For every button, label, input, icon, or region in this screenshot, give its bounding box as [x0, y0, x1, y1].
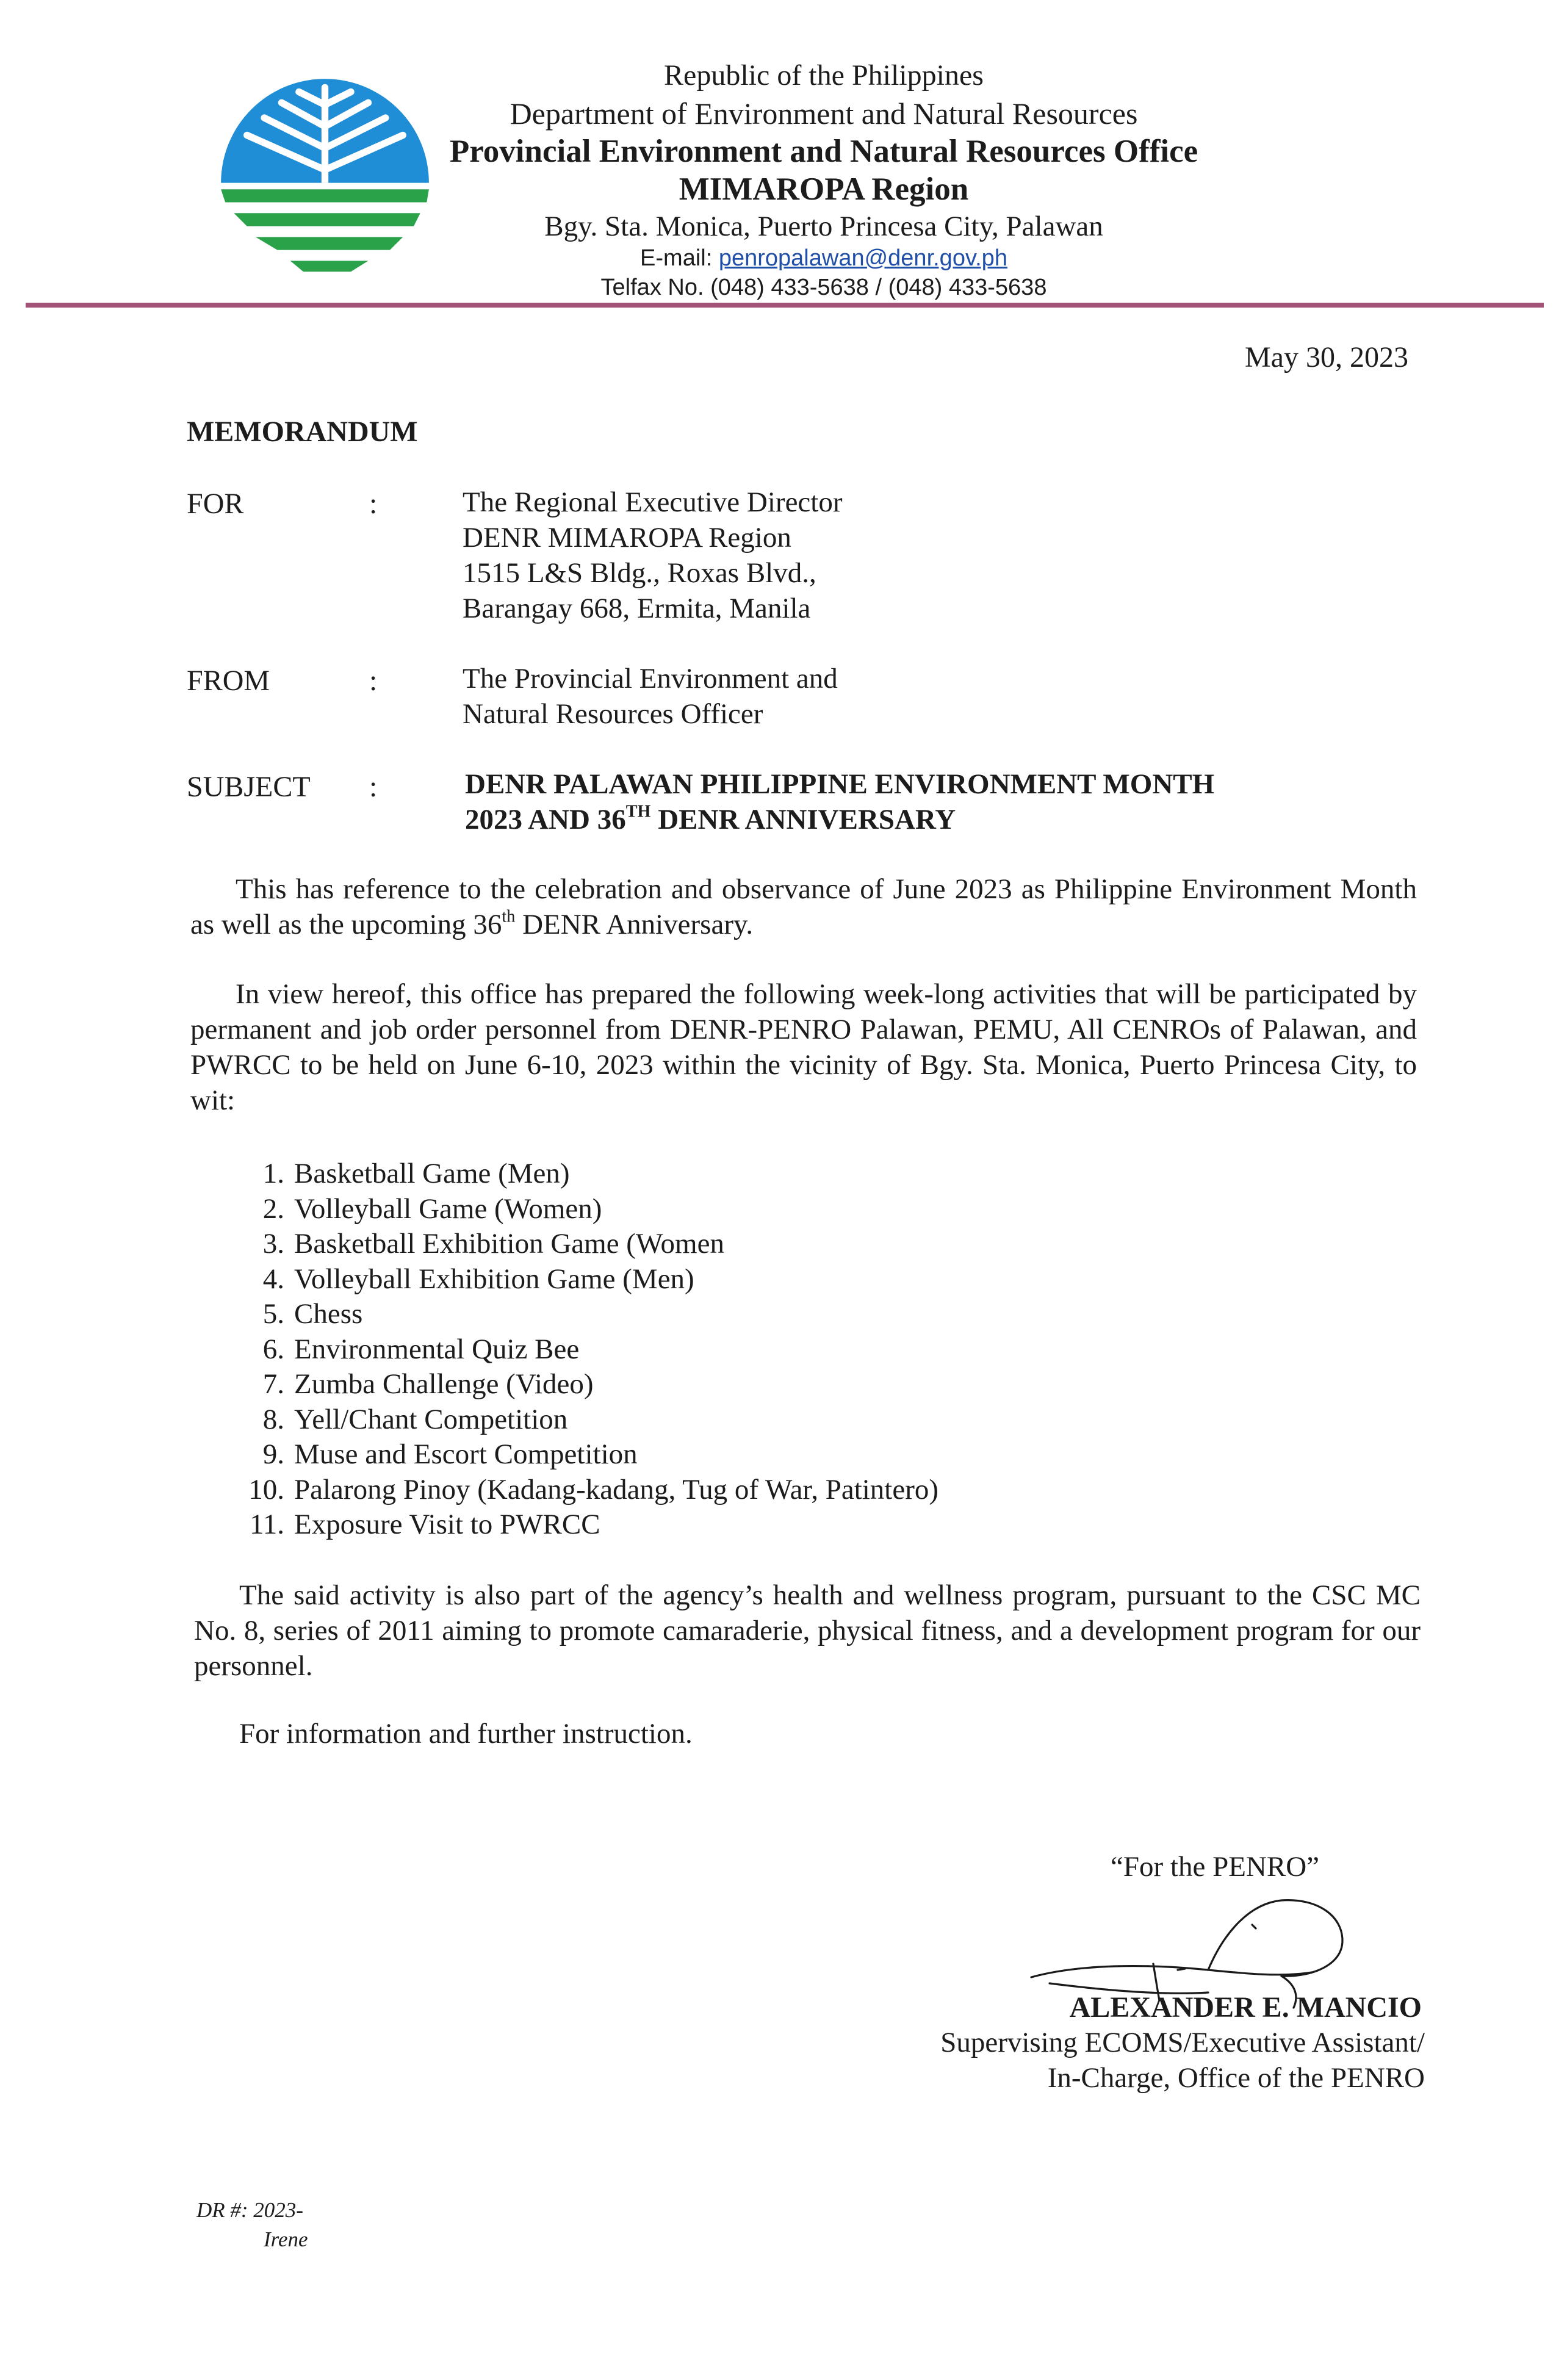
list-text: Exposure Visit to PWRCC: [294, 1509, 600, 1540]
signatory-title-line1: Supervising ECOMS/Executive Assistant/: [940, 2027, 1425, 2058]
list-number: 9.: [262, 1438, 284, 1470]
list-item: [237, 1507, 938, 1543]
paragraph-reference-a: This has reference to the celebration and observance of June 2023 as Philippine Environment Month as well as the upcoming 36: [190, 873, 1417, 940]
letterhead-office: Provincial Environment and Natural Resources Office: [449, 134, 1198, 169]
memo-title: MEMORANDUM: [187, 416, 418, 448]
list-item: [237, 1402, 938, 1438]
list-text: Palarong Pinoy (Kadang-kadang, Tug of War, Patintero): [294, 1473, 939, 1506]
list-number: 6.: [262, 1333, 284, 1365]
list-text: Muse and Escort Competition: [294, 1438, 638, 1470]
subject-line2: [465, 802, 1214, 837]
list-text: Volleyball Exhibition Game (Men): [294, 1263, 694, 1295]
paragraph-closing: For information and further instruction.: [239, 1718, 693, 1750]
letterhead-department: Department of Environment and Natural Resources: [510, 96, 1138, 131]
list-number: 5.: [262, 1298, 284, 1330]
paragraph-reference: [190, 871, 1417, 942]
list-item: [237, 1297, 938, 1332]
activities-list: [237, 1156, 938, 1543]
subject-label: SUBJECT: [187, 771, 311, 803]
letterhead-address: Bgy. Sta. Monica, Puerto Princesa City, Palawan: [544, 211, 1103, 242]
list-number: 7.: [262, 1368, 284, 1400]
list-item: [237, 1367, 938, 1402]
list-number: 8.: [262, 1403, 284, 1435]
for-line: DENR MIMAROPA Region: [463, 522, 791, 554]
list-item: [237, 1437, 938, 1473]
subject-line2-a: 2023 AND 36: [465, 804, 626, 835]
list-item: [237, 1262, 938, 1297]
list-number: 10.: [248, 1473, 284, 1506]
list-item: [237, 1156, 938, 1192]
list-number: 4.: [262, 1263, 284, 1295]
letterhead-email-line: [0, 245, 1556, 272]
dr-number: DR #: 2023-: [196, 2198, 303, 2222]
subject-colon: :: [369, 771, 378, 803]
list-text: Basketball Exhibition Game (Women: [294, 1228, 724, 1260]
signatory-title: [854, 2025, 1425, 2096]
list-number: 1.: [262, 1158, 284, 1189]
subject-line1: DENR PALAWAN PHILIPPINE ENVIRONMENT MONTH: [465, 768, 1215, 800]
paragraph-superscript: th: [502, 907, 516, 926]
paragraph-wellness: The said activity is also part of the agency’s health and wellness program, pursuant to the CSC MC No. 8, series of 2011 aiming to promote camaraderie, physical fitness, and a development program for our personnel.: [194, 1579, 1421, 1682]
list-number: 11.: [249, 1509, 284, 1540]
for-line: The Regional Executive Director: [463, 486, 843, 518]
signatory-title-line2: In-Charge, Office of the PENRO: [1047, 2062, 1425, 2094]
letterhead-telfax: Telfax No. (048) 433-5638 / (048) 433-5638: [600, 275, 1047, 300]
email-label: E-mail:: [640, 245, 719, 271]
subject-superscript: TH: [625, 802, 651, 821]
header-divider: [26, 303, 1544, 308]
subject-text: [465, 766, 1214, 837]
list-number: 2.: [262, 1192, 284, 1225]
for-colon: :: [369, 488, 378, 520]
signatory-name: ALEXANDER E. MANCIO: [1069, 1991, 1422, 2024]
from-line: The Provincial Environment and: [463, 663, 838, 694]
list-item: [237, 1227, 938, 1262]
subject-line2-b: DENR ANNIVERSARY: [650, 804, 956, 835]
dr-initials: Irene: [264, 2227, 308, 2251]
from-label: FROM: [187, 665, 270, 697]
list-text: Environmental Quiz Bee: [294, 1333, 580, 1365]
for-the-penro: “For the PENRO”: [1111, 1851, 1320, 1883]
memo-date: May 30, 2023: [1245, 341, 1408, 373]
document-reference: [196, 2196, 308, 2254]
from-colon: :: [369, 665, 378, 697]
list-item: [237, 1332, 938, 1368]
letterhead-republic: Republic of the Philippines: [664, 59, 984, 92]
list-text: Zumba Challenge (Video): [294, 1368, 594, 1400]
paragraph-activities-intro: In view hereof, this office has prepared the following week-long activities that will be participated by permanent and job order personnel from DENR-PENRO Palawan, PEMU, All CENROs of Palawan, and PWRCC to be held on June 6-10, 2023 within the vicinity of Bgy. Sta. Monica, Puerto Princesa City, to wit:: [190, 978, 1417, 1116]
list-number: 3.: [262, 1228, 284, 1260]
letterhead-region: MIMAROPA Region: [679, 171, 969, 207]
email-link[interactable]: penropalawan@denr.gov.ph: [718, 245, 1007, 271]
list-text: Basketball Game (Men): [294, 1158, 570, 1189]
list-item: [237, 1473, 938, 1508]
for-line: 1515 L&S Bldg., Roxas Blvd.,: [463, 557, 816, 589]
from-line: Natural Resources Officer: [463, 698, 763, 730]
for-recipient: [463, 485, 843, 626]
list-item: [237, 1192, 938, 1227]
list-text: Chess: [294, 1298, 363, 1330]
for-label: FOR: [187, 488, 244, 520]
list-text: Volleyball Game (Women): [294, 1192, 602, 1225]
paragraph-reference-b: DENR Anniversary.: [515, 909, 754, 940]
list-text: Yell/Chant Competition: [294, 1403, 568, 1435]
for-line: Barangay 668, Ermita, Manila: [463, 593, 811, 624]
from-sender: [463, 661, 838, 732]
